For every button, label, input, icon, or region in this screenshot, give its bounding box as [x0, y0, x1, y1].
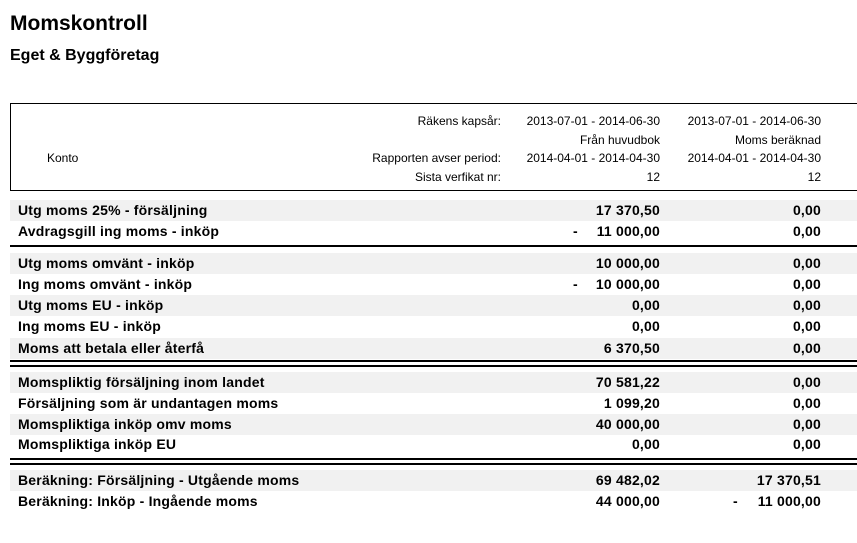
table-row — [10, 414, 857, 435]
row-value-beraknad: 0,00 — [792, 276, 821, 292]
row-value-beraknad: 0,00 — [792, 416, 821, 432]
col1-verifikat: 12 — [646, 170, 660, 184]
row-value-huvudbok: 44 000,00 — [595, 493, 660, 509]
row-label: Ing moms EU - inköp — [18, 318, 162, 334]
row-value-huvudbok: 40 000,00 — [595, 416, 660, 432]
table-row — [10, 372, 857, 393]
row-value-beraknad: 0,00 — [792, 202, 821, 218]
negative-sign: - — [573, 276, 578, 292]
row-value-beraknad: 17 370,51 — [756, 472, 821, 488]
verifikat-label: Sista verfikat nr: — [414, 170, 501, 184]
row-value-huvudbok: 10 000,00 — [595, 255, 660, 271]
row-value-beraknad: 0,00 — [792, 395, 821, 411]
row-label: Momspliktiga inköp EU — [18, 436, 177, 452]
section-divider — [10, 360, 857, 362]
col2-source: Moms beräknad — [734, 133, 821, 147]
row-label: Utg moms omvänt - inköp — [18, 255, 195, 271]
col2-verifikat: 12 — [807, 170, 821, 184]
row-label: Momspliktig försäljning inom landet — [18, 374, 265, 390]
row-value-huvudbok: 10 000,00 — [595, 276, 660, 292]
table-row — [10, 200, 857, 221]
row-value-huvudbok: 17 370,50 — [595, 202, 660, 218]
table-row — [10, 221, 857, 242]
row-value-huvudbok: 70 581,22 — [595, 374, 660, 390]
rakenskapsar-label: Räkens kapsår: — [417, 114, 501, 128]
row-label: Moms att betala eller återfå — [18, 340, 205, 356]
period-label: Rapporten avser period: — [372, 151, 501, 165]
row-value-beraknad: 0,00 — [792, 255, 821, 271]
negative-sign: - — [733, 493, 738, 509]
table-row — [10, 253, 857, 274]
konto-label: Konto — [47, 151, 79, 165]
row-value-beraknad: 0,00 — [792, 297, 821, 313]
col1-period: 2014-04-01 - 2014-04-30 — [526, 151, 660, 165]
col2-rakenskapsar: 2013-07-01 - 2014-06-30 — [687, 114, 821, 128]
negative-sign: - — [573, 223, 578, 239]
table-row — [10, 470, 857, 491]
table-row — [10, 316, 857, 337]
col1-rakenskapsar: 2013-07-01 - 2014-06-30 — [526, 114, 660, 128]
section-divider — [10, 365, 857, 367]
table-row — [10, 434, 857, 455]
row-label: Avdragsgill ing moms - inköp — [18, 223, 220, 239]
row-label: Utg moms EU - inköp — [18, 297, 164, 313]
row-value-huvudbok: 69 482,02 — [595, 472, 660, 488]
page-title: Momskontroll — [10, 12, 148, 35]
row-value-beraknad: 0,00 — [792, 318, 821, 334]
report-header — [10, 103, 857, 191]
row-label: Utg moms 25% - försäljning — [18, 202, 208, 218]
section-divider — [10, 463, 857, 465]
row-value-huvudbok: 0,00 — [631, 318, 660, 334]
section-divider — [10, 458, 857, 460]
row-label: Ing moms omvänt - inköp — [18, 276, 193, 292]
table-row — [10, 393, 857, 414]
section-divider — [10, 245, 857, 247]
company-name: Eget & Byggföretag — [10, 47, 160, 64]
row-value-beraknad: 0,00 — [792, 374, 821, 390]
table-row — [10, 491, 857, 512]
table-row — [10, 338, 857, 359]
table-row — [10, 274, 857, 295]
row-value-beraknad: 11 000,00 — [757, 493, 821, 509]
row-label: Beräkning: Inköp - Ingående moms — [18, 493, 258, 509]
row-value-huvudbok: 0,00 — [631, 436, 660, 452]
row-value-huvudbok: 6 370,50 — [603, 340, 660, 356]
row-value-huvudbok: 11 000,00 — [596, 223, 660, 239]
col1-source: Från huvudbok — [579, 133, 660, 147]
row-label: Momspliktiga inköp omv moms — [18, 416, 232, 432]
row-value-huvudbok: 0,00 — [631, 297, 660, 313]
row-value-beraknad: 0,00 — [792, 223, 821, 239]
row-label: Beräkning: Försäljning - Utgående moms — [18, 472, 300, 488]
col2-period: 2014-04-01 - 2014-04-30 — [687, 151, 821, 165]
row-value-beraknad: 0,00 — [792, 340, 821, 356]
row-value-huvudbok: 1 099,20 — [603, 395, 660, 411]
row-value-beraknad: 0,00 — [792, 436, 821, 452]
row-label: Försäljning som är undantagen moms — [18, 395, 279, 411]
table-row — [10, 295, 857, 316]
